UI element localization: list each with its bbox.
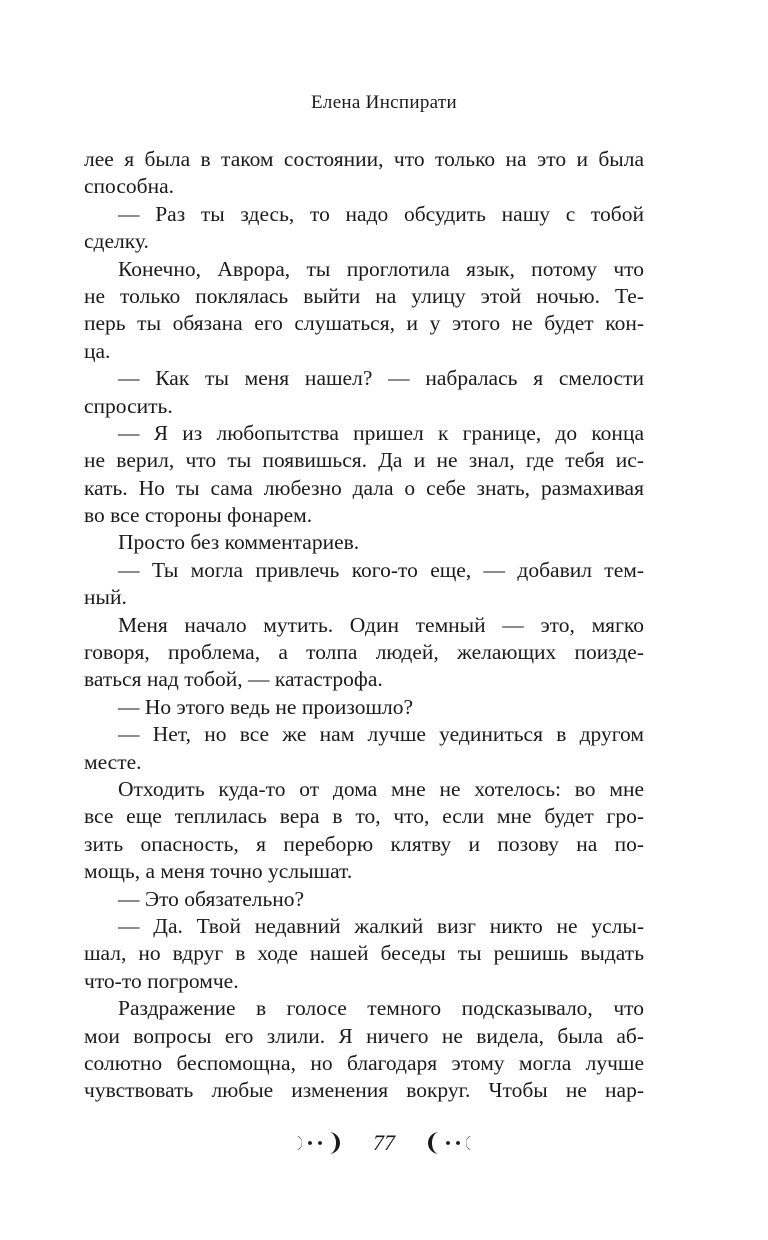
text-line: месте. (84, 749, 142, 774)
paragraph (84, 529, 644, 556)
paragraph (84, 557, 644, 612)
paragraph (84, 201, 644, 256)
paragraph (84, 420, 644, 530)
text-line: что-то погромче. (84, 968, 239, 993)
text-line: мощь, а меня точно услышат. (84, 859, 353, 884)
text-line: чувствовать любые изменения вокруг. Чтобы не нар- (84, 1078, 644, 1103)
paragraph (84, 913, 644, 995)
text-line: все еще теплилась вера в то, что, если мне будет гро- (84, 804, 644, 829)
paragraph (84, 995, 644, 1105)
text-line: не только поклялась выйти на улицу этой ночью. Те- (84, 283, 644, 308)
text-line: кать. Но ты сама любезно дала о себе знать, размахивая (84, 475, 644, 500)
text-line: Конечно, Аврора, ты проглотила язык, потому что (118, 256, 644, 281)
text-line: во все стороны фонарем. (84, 503, 313, 528)
paragraph (84, 365, 644, 420)
text-line: не верил, что ты появишься. Да и не знал, где тебя ис- (84, 448, 644, 473)
paragraph (84, 721, 644, 776)
text-line: шал, но вдруг в ходе нашей беседы ты решишь выдать (84, 941, 644, 966)
text-line: ный. (84, 585, 127, 610)
text-line: перь ты обязана его слушаться, и у этого не будет кон- (84, 311, 644, 336)
text-line: — Но этого ведь не произошло? (118, 694, 414, 719)
text-line: — Как ты меня нашел? — набралась я смелости (118, 366, 644, 391)
text-line: ваться над тобой, — катастрофа. (84, 667, 383, 692)
text-line: — Ты могла привлечь кого-то еще, — добавил тем- (118, 557, 644, 582)
paragraph (84, 886, 644, 913)
paragraph (84, 612, 644, 694)
text-line: зить опасность, я переборю клятву и позову на по- (84, 831, 644, 856)
text-line: Меня начало мутить. Один темный — это, мягко (118, 612, 644, 637)
folio (0, 1130, 768, 1156)
text-line: — Раз ты здесь, то надо обсудить нашу с тобой (118, 201, 644, 226)
body-text (84, 146, 644, 1105)
text-line: сделку. (84, 229, 149, 254)
paragraph (84, 256, 644, 366)
text-line: — Нет, но все же нам лучше уединиться в другом (118, 722, 644, 747)
moon-dots-left-icon (293, 1130, 347, 1156)
paragraph (84, 694, 644, 721)
text-line: спросить. (84, 393, 173, 418)
moon-dots-right-icon (421, 1130, 475, 1156)
paragraph (84, 146, 644, 201)
text-line: — Да. Твой недавний жалкий визг никто не услы- (118, 913, 644, 938)
text-line: говоря, проблема, а толпа людей, желающих поизде- (84, 640, 644, 665)
running-head-author: Елена Инспирати (311, 92, 457, 113)
text-line: солютно беспомощна, но благодаря этому могла лучше (84, 1050, 644, 1075)
text-line: Просто без комментариев. (118, 530, 360, 555)
text-line: Отходить куда-то от дома мне не хотелось: во мне (118, 776, 644, 801)
page-number: 77 (373, 1130, 395, 1155)
text-line: ца. (84, 338, 111, 363)
text-line: мои вопросы его злили. Я ничего не видела, была аб- (84, 1023, 644, 1048)
text-line: лее я была в таком состоянии, что только на это и была (84, 147, 644, 171)
text-line: — Я из любопытства пришел к границе, до конца (118, 420, 644, 445)
text-line: — Это обязательно? (118, 886, 305, 911)
text-line: Раздражение в голосе темного подсказывало, что (118, 996, 644, 1021)
paragraph (84, 776, 644, 886)
text-line: способна. (84, 174, 174, 199)
